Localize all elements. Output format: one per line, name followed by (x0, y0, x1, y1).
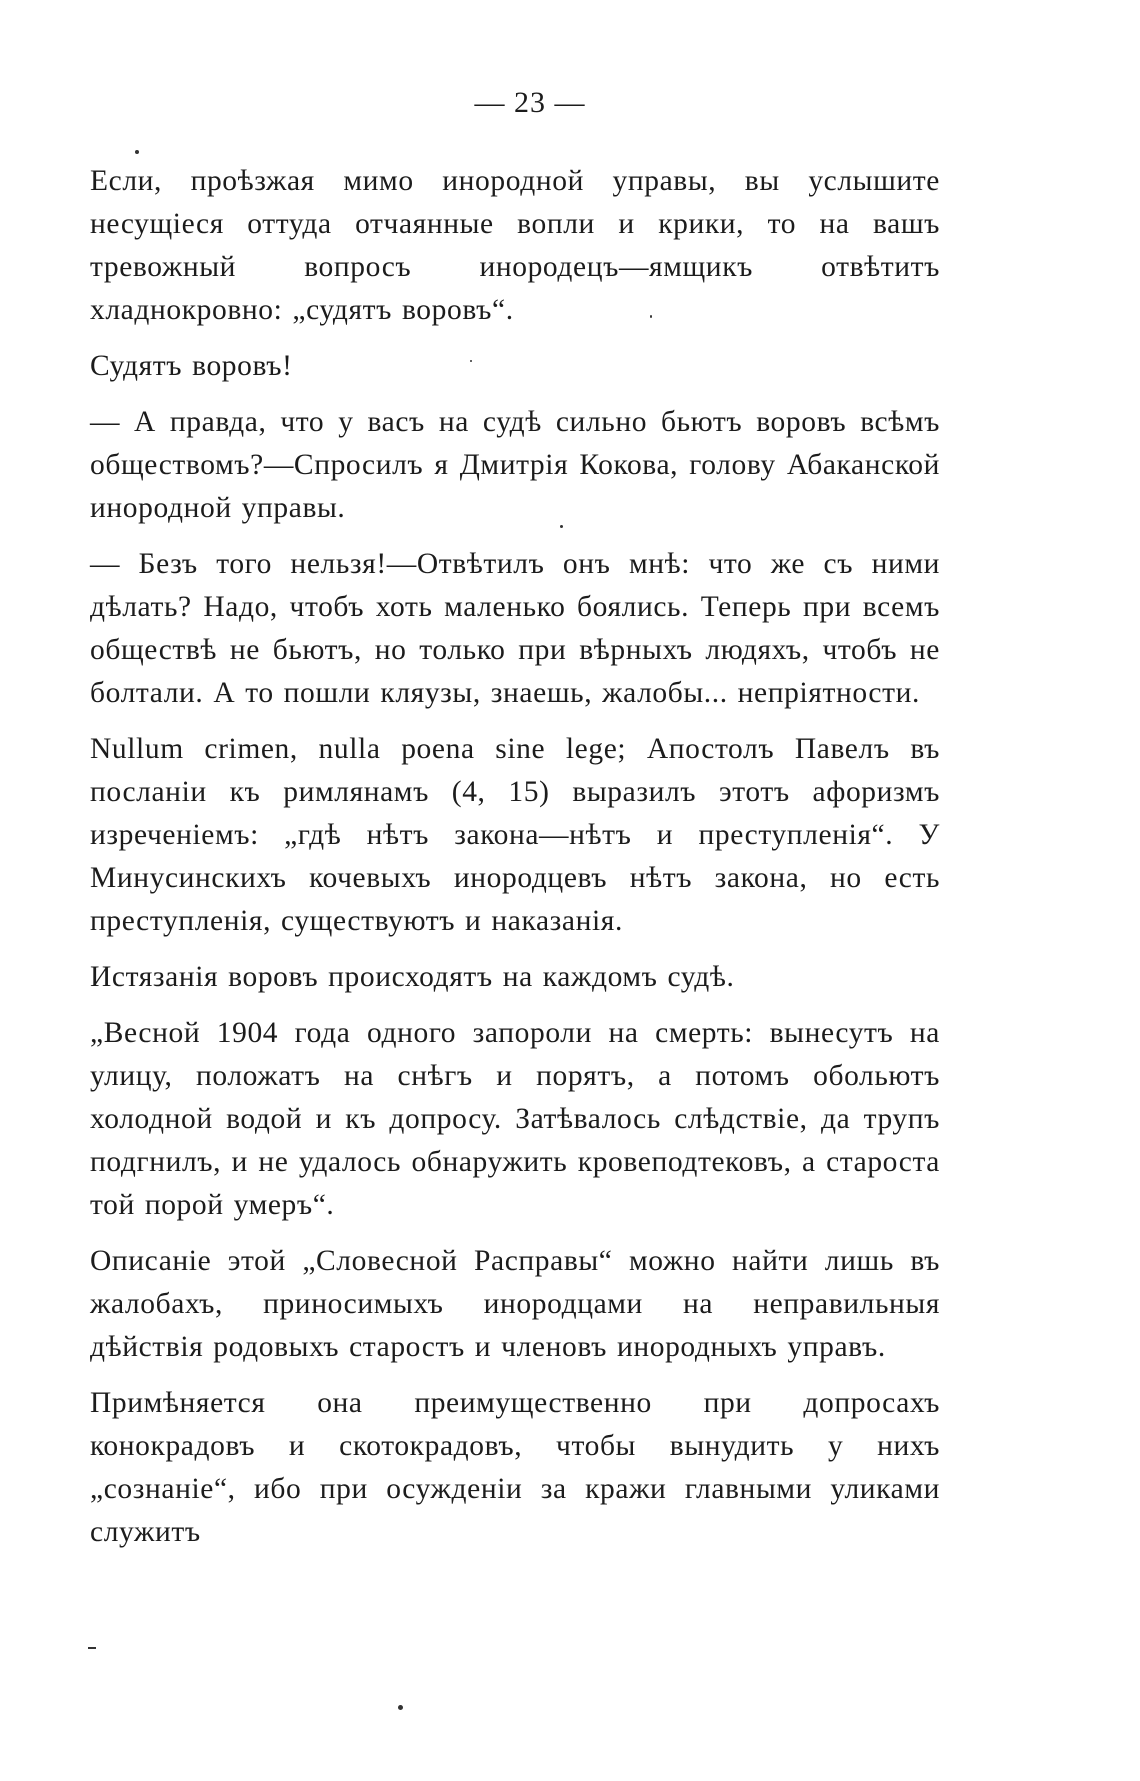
paragraph: Nullum crimen, nulla poena sine lege; Апостолъ Павелъ въ посланіи къ римлянамъ (4, 15) выразилъ этотъ афоризмъ изреченіемъ: „гдѣ нѣтъ закона—нѣтъ и преступленія“. У Минусинскихъ кочевыхъ инородцевъ нѣтъ закона, но есть преступленія, существуютъ и наказанія. (90, 733, 940, 937)
scan-speck (560, 525, 563, 528)
paragraph: Если, проѣзжая мимо инородной управы, вы услышите несущіеся оттуда отчаянные вопли и крики, то на вашъ тревожный вопросъ инородецъ—ямщикъ отвѣтитъ хладнокровно: „судятъ воровъ“. (90, 165, 940, 326)
paragraph: Истязанія воровъ происходятъ на каждомъ судѣ. (90, 961, 735, 993)
paragraph: Судятъ воровъ! (90, 350, 293, 382)
page-number: — 23 — (474, 86, 586, 119)
paragraph: — А правда, что у васъ на судѣ сильно бьютъ воровъ всѣмъ обществомъ?—Спросилъ я Дмитрія Кокова, голову Абаканской инородной управы. (90, 406, 940, 524)
scan-mark (88, 1647, 96, 1649)
paragraph: Описаніе этой „Словесной Расправы“ можно найти лишь въ жалобахъ, приносимыхъ инородцами на неправильныя дѣйствія родовыхъ старостъ и членовъ инородныхъ управъ. (90, 1245, 940, 1363)
paragraph: — Безъ того нельзя!—Отвѣтилъ онъ мнѣ: что же съ ними дѣлать? Надо, чтобъ хоть маленько боялись. Теперь при всемъ обществѣ не бьютъ, но только при вѣрныхъ людяхъ, чтобъ не болтали. А то пошли кляузы, знаешь, жалобы... непріятности. (90, 548, 940, 709)
paragraph: Примѣняется она преимущественно при допросахъ конокрадовъ и скотокрадовъ, чтобы вынудить у нихъ „сознаніе“, ибо при осужденіи за кражи главными уликами служитъ (90, 1387, 940, 1548)
scan-speck (650, 315, 652, 318)
paragraph: „Весной 1904 года одного запороли на смерть: вынесутъ на улицу, положатъ на снѣгъ и порятъ, а потомъ обольютъ холодной водой и къ допросу. Затѣвалось слѣдствіе, да трупъ подгнилъ, и не удалось обнаружить кровеподтековъ, а староста той порой умеръ“. (90, 1017, 940, 1221)
scan-speck (470, 360, 472, 362)
scan-speck (398, 1705, 403, 1710)
scan-speck (135, 150, 139, 154)
body-text (90, 160, 940, 1567)
